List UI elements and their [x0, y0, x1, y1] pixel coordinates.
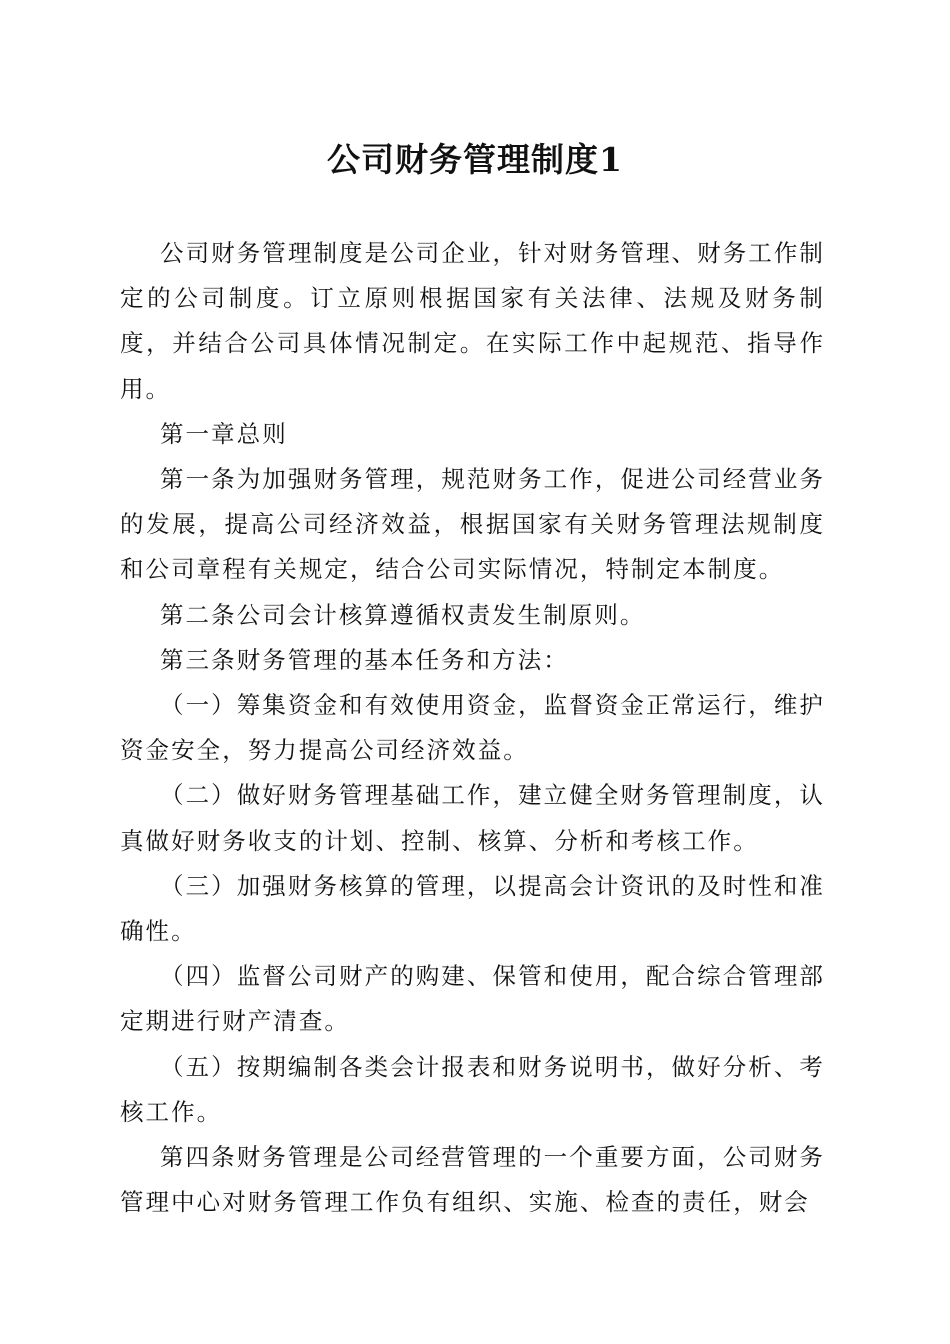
document-title: 公司财务管理制度1 — [327, 140, 623, 179]
article-3-item-4: （四）监督公司财产的购建、保管和使用，配合综合管理部定期进行财产清查。 — [120, 962, 825, 1036]
article-3: 第三条财务管理的基本任务和方法： — [160, 645, 569, 674]
article-4: 第四条财务管理是公司经营管理的一个重要方面，公司财务管理中心对财务管理工作负有组织、实施、检查的责任，财会 — [120, 1143, 825, 1217]
article-1: 第一条为加强财务管理，规范财务工作，促进公司经营业务的发展，提高公司经济效益，根据国家有关财务管理法规制度和公司章程有关规定，结合公司实际情况，特制定本制度。 — [120, 465, 825, 584]
article-3-item-5: （五）按期编制各类会计报表和财务说明书，做好分析、考核工作。 — [120, 1052, 825, 1126]
paragraph-intro: 公司财务管理制度是公司企业，针对财务管理、财务工作制定的公司制度。订立原则根据国家有关法律、法规及财务制度，并结合公司具体情况制定。在实际工作中起规范、指导作用。 — [120, 239, 825, 403]
article-3-item-2: （二）做好财务管理基础工作，建立健全财务管理制度，认真做好财务收支的计划、控制、核算、分析和考核工作。 — [120, 781, 825, 855]
article-3-item-1: （一）筹集资金和有效使用资金，监督资金正常运行，维护资金安全，努力提高公司经济效益。 — [120, 691, 825, 765]
document-body — [120, 231, 825, 1225]
chapter-heading: 第一章总则 — [160, 419, 288, 448]
article-3-item-3: （三）加强财务核算的管理，以提高会计资讯的及时性和准确性。 — [120, 871, 825, 946]
article-2: 第二条公司会计核算遵循权责发生制原则。 — [160, 600, 646, 629]
